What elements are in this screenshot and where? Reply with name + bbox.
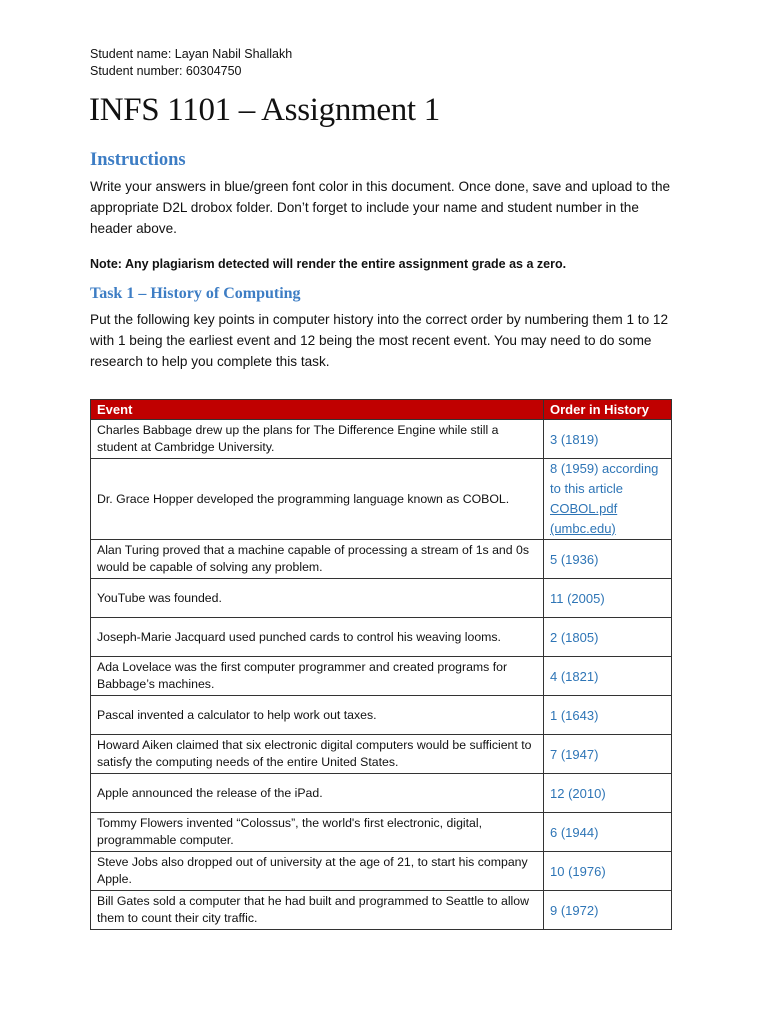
event-cell: Apple announced the release of the iPad. [91, 774, 544, 813]
table-row [91, 774, 672, 813]
event-cell: Steve Jobs also dropped out of university at the age of 21, to start his company Apple. [91, 852, 544, 891]
order-cell: 2 (1805) [544, 618, 672, 657]
event-cell: Tommy Flowers invented “Colossus”, the world's first electronic, digital, programmable computer. [91, 813, 544, 852]
page-header [90, 46, 292, 80]
event-cell: Bill Gates sold a computer that he had built and programmed to Seattle to allow them to count their city traffic. [91, 891, 544, 930]
order-cell: 1 (1643) [544, 696, 672, 735]
table-row [91, 618, 672, 657]
order-cell: 3 (1819) [544, 420, 672, 459]
cobol-article-link[interactable]: COBOL.pdf (umbc.edu) [550, 501, 618, 536]
event-cell: Howard Aiken claimed that six electronic digital computers would be sufficient to satisfy the computing needs of the entire United States. [91, 735, 544, 774]
event-cell: Alan Turing proved that a machine capable of processing a stream of 1s and 0s would be capable of solving any problem. [91, 540, 544, 579]
table-row [91, 696, 672, 735]
event-cell: YouTube was founded. [91, 579, 544, 618]
order-cell: 5 (1936) [544, 540, 672, 579]
event-cell: Pascal invented a calculator to help work out taxes. [91, 696, 544, 735]
order-column-header: Order in History [544, 400, 672, 420]
task1-text: Put the following key points in computer history into the correct order by numbering them 1 to 12 with 1 being the earliest event and 12 being the most recent event. You may need to do some research to help you complete this task. [90, 312, 669, 369]
event-cell: Dr. Grace Hopper developed the programming language known as COBOL. [91, 459, 544, 540]
student-name: Student name: Layan Nabil Shallakh [90, 47, 293, 61]
plagiarism-note: Note: Any plagiarism detected will render the entire assignment grade as a zero. [90, 257, 567, 271]
order-cell: 6 (1944) [544, 813, 672, 852]
history-table [90, 399, 672, 930]
table-row [91, 579, 672, 618]
table-header-row [91, 400, 672, 420]
event-cell: Joseph-Marie Jacquard used punched cards to control his weaving looms. [91, 618, 544, 657]
order-cell: 9 (1972) [544, 891, 672, 930]
task1-heading: Task 1 – History of Computing [90, 285, 301, 302]
document-title: INFS 1101 – Assignment 1 [89, 92, 440, 128]
instructions-text: Write your answers in blue/green font color in this document. Once done, save and upload to the appropriate D2L drobox folder. Don’t forget to include your name and student number in the header above. [90, 179, 671, 236]
table-row [91, 852, 672, 891]
order-text: 8 (1959) according to this article [550, 461, 659, 496]
order-cell [544, 459, 672, 540]
order-cell: 4 (1821) [544, 657, 672, 696]
table-row [91, 420, 672, 459]
order-cell: 11 (2005) [544, 579, 672, 618]
order-cell: 10 (1976) [544, 852, 672, 891]
table-row [91, 657, 672, 696]
event-cell: Charles Babbage drew up the plans for The Difference Engine while still a student at Cambridge University. [91, 420, 544, 459]
table-row [91, 735, 672, 774]
table-row [91, 891, 672, 930]
event-cell: Ada Lovelace was the first computer programmer and created programs for Babbage’s machines. [91, 657, 544, 696]
order-cell: 7 (1947) [544, 735, 672, 774]
event-column-header: Event [91, 400, 544, 420]
student-number: Student number: 60304750 [90, 64, 242, 78]
order-cell: 12 (2010) [544, 774, 672, 813]
instructions-heading: Instructions [90, 150, 186, 170]
table-row [91, 459, 672, 540]
table-row [91, 540, 672, 579]
table-row [91, 813, 672, 852]
